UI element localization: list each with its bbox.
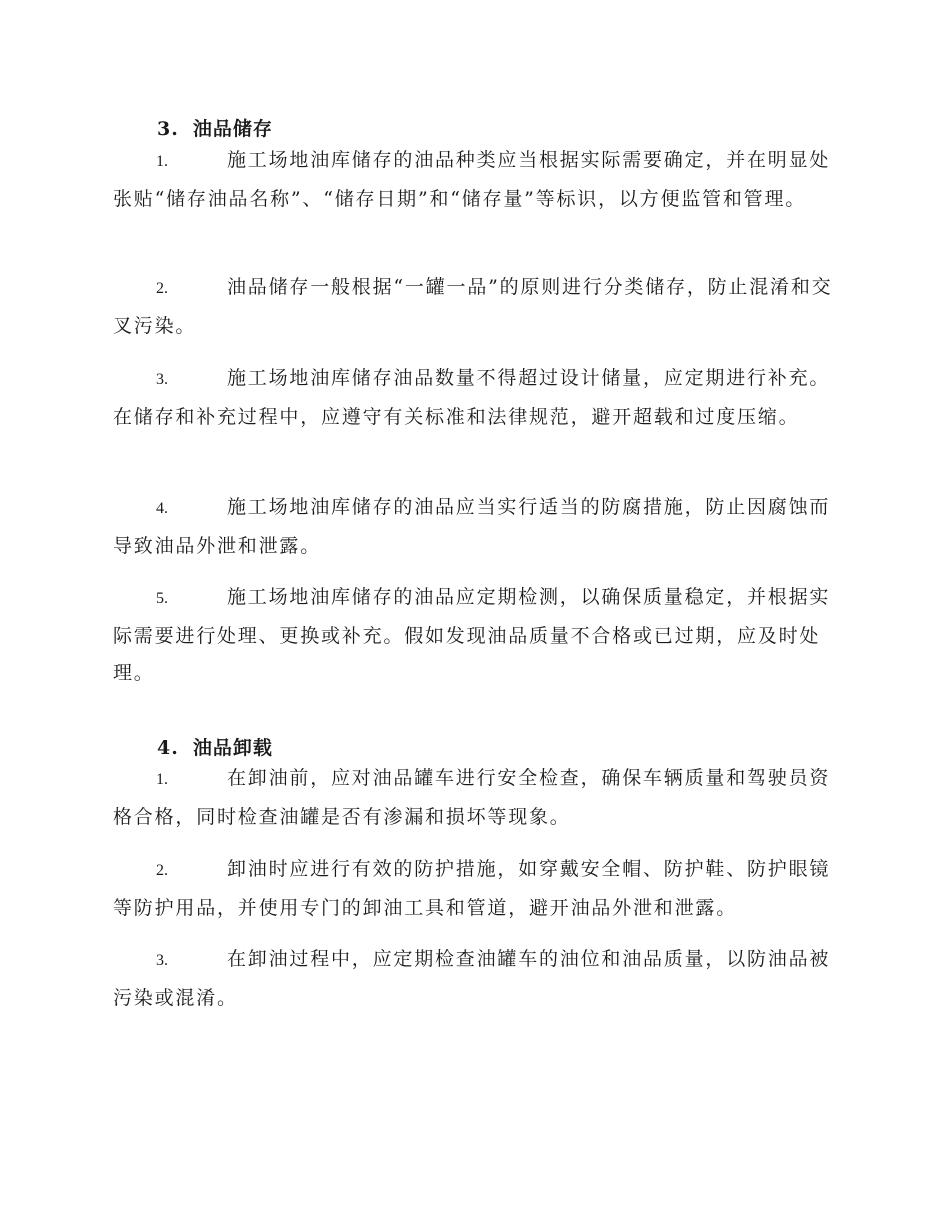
item-number: 4. (156, 500, 168, 517)
section-heading-unloading (157, 733, 273, 760)
section-title: 油品储存 (192, 118, 273, 140)
storage-item-2 (113, 269, 835, 345)
storage-item-3 (113, 360, 835, 436)
item-number: 1. (156, 153, 168, 170)
section-number: 4. (157, 737, 179, 759)
unloading-item-1 (113, 760, 835, 836)
item-text: 在卸油过程中，应定期检查油罐车的油位和油品质量，以防油品被污染或混淆。 (113, 948, 831, 1009)
item-number: 3. (156, 371, 168, 388)
section-title: 油品卸载 (192, 737, 273, 759)
item-text: 施工场地油库储存的油品应定期检测，以确保质量稳定，并根据实际需要进行处理、更换或补充。假如发现油品质量不合格或已过期，应及时处理。 (113, 586, 831, 684)
section-number: 3. (157, 118, 179, 140)
storage-item-5 (113, 579, 835, 693)
item-text: 施工场地油库储存的油品应当实行适当的防腐措施，防止因腐蚀而导致油品外泄和泄露。 (113, 496, 831, 557)
item-number: 2. (156, 280, 168, 297)
storage-item-1 (113, 142, 835, 218)
storage-item-4 (113, 489, 835, 565)
item-number: 2. (156, 862, 168, 879)
item-number: 5. (156, 590, 168, 607)
item-text: 施工场地油库储存的油品种类应当根据实际需要确定，并在明显处张贴“储存油品名称”、“储存日期”和“储存量”等标识，以方便监管和管理。 (113, 149, 831, 210)
item-number: 1. (156, 771, 168, 788)
item-text: 在卸油前，应对油品罐车进行安全检查，确保车辆质量和驾驶员资格合格，同时检查油罐是否有渗漏和损坏等现象。 (113, 767, 831, 828)
unloading-item-3 (113, 941, 835, 1017)
item-text: 施工场地油库储存油品数量不得超过设计储量，应定期进行补充。在储存和补充过程中，应遵守有关标准和法律规范，避开超载和过度压缩。 (113, 367, 831, 428)
item-text: 卸油时应进行有效的防护措施，如穿戴安全帽、防护鞋、防护眼镜等防护用品，并使用专门的卸油工具和管道，避开油品外泄和泄露。 (113, 858, 831, 919)
item-number: 3. (156, 952, 168, 969)
section-heading-storage (157, 114, 273, 141)
item-text: 油品储存一般根据“一罐一品”的原则进行分类储存，防止混淆和交叉污染。 (113, 276, 833, 337)
unloading-item-2 (113, 851, 835, 927)
